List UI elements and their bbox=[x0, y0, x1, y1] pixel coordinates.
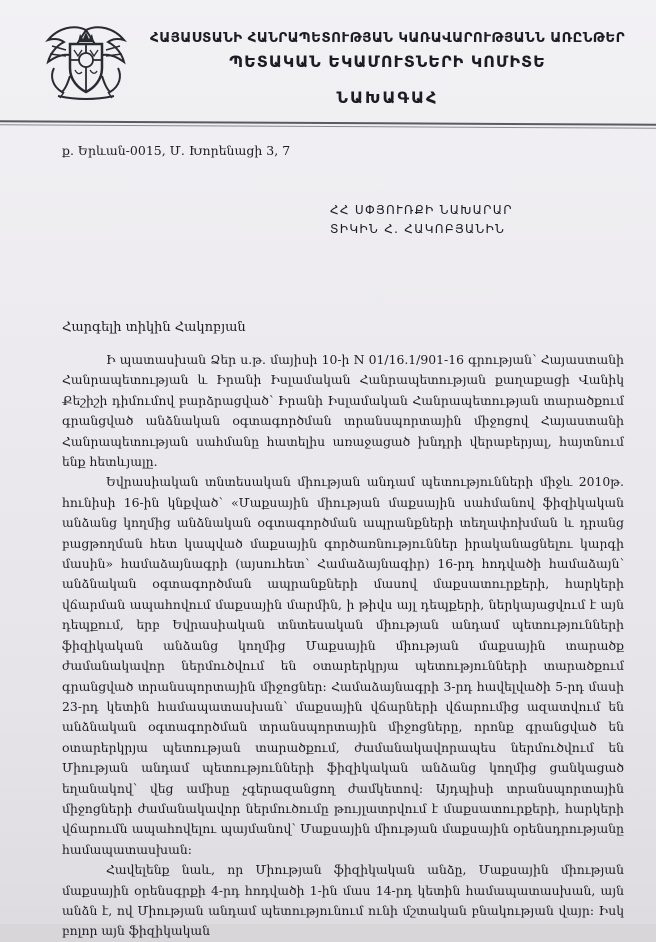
organization-title: ՆԱԽԱԳԱՀ bbox=[336, 88, 439, 107]
paragraph: Ի պատասխան Ձեր ս.թ. մայիսի 10-ի N 01/16.1/901-16 գրության՝ Հայաստանի Հանրապետության և Իրանի Իսլամական Հանրապետության քաղաքացի Վանիկ Քեշիշի դիմումով բարձրացված՝ Իրանի Իսլամական Հանրապետության տարածքում գրանցված անձնական օգտագործման տրանսպորտային միջոցով Հայաստանի Հանրապետության սահմանը հատելիս առաջացած խնդրի վերաբերյալ, հայտնում ենք հետևյալը. bbox=[62, 352, 624, 470]
recipient-line1: ՀՀ ՍՓՅՈՒՌՔԻ ՆԱԽԱՐԱՐ bbox=[330, 203, 513, 217]
letter-body bbox=[62, 350, 624, 942]
sender-address: ք. Երևան-0015, Մ. Խորենացի 3, 7 bbox=[62, 143, 291, 158]
recipient-line2: ՏԻԿԻՆ Հ. ՀԱԿՈԲՅԱՆԻՆ bbox=[330, 222, 506, 236]
salutation: Հարգելի տիկին Հակոբյան bbox=[62, 320, 246, 335]
paragraph: Հավելենք նաև, որ Միության ֆիզիկական անձը, Մաքսային միության մաքսային օրենսգրքի 4-րդ հոդվածի 1-ին մաս 14-րդ կետին համապատասխան, այն անձն է, ով Միության անդամ պետությունում ունի մշտական բնակության վայր: Իսկ բոլոր այն ֆիզիկական bbox=[62, 862, 624, 939]
organization-name-line2: ՊԵՏԱԿԱՆ ԵԿԱՄՈՒՏՆԵՐԻ ԿՈՄԻՏԵ bbox=[229, 52, 546, 71]
organization-name-line1: ՀԱՅԱՍՏԱՆԻ ՀԱՆՐԱՊԵՏՈՒԹՅԱՆ ԿԱՌԱՎԱՐՈՒԹՅԱՆՆ ԱՌԸՆԹԵՐ bbox=[150, 30, 625, 46]
coat-of-arms-icon bbox=[40, 22, 132, 102]
recipient-block bbox=[330, 201, 513, 239]
paragraph: Եվրասիական տնտեսական միության անդամ պետությունների միջև 2010թ. հունիսի 16-ին կնքված՝ «Մաքսային միության մաքսային սահմանով ֆիզիկական անձանց կողմից անձնական օգտագործման ապրանքների տեղափոխման և դրանց բացթողման հետ կապված մաքսային գործառնություններ իրականացնելու կարգի մասին» համաձայնագրի (այսուհետ՝ Համաձայնագիր) 16-րդ հոդվածի համաձայն՝ անձնական օգտագործման ապրանքների մասով մաքսատուրքերի, հարկերի վճարման ապահովում մաքսային մարմին, ի թիվս այլ դեպքերի, ներկայացվում է այն դեպքում, երբ Եվրասիական տնտեսական միության անդամ պետությունների ֆիզիկական անձանց կողմից Մաքսային միության մաքսային տարածք ժամանակավոր ներմուծվում են օտարերկրյա պետությունների տարածքում գրանցված տրանսպորտային միջոցներ: Համաձայնագրի 3-րդ հավելվածի 5-րդ մասի 23-րդ կետին համապատասխան՝ մաքսային վճարների վճարումից ազատվում են անձնական օգտագործման տրանսպորտային միջոցները, որոնք գրանցված են օտարերկրյա պետության տարածքում, ժամանակավորապես ներմուծվում են Միության անդամ պետությունների ֆիզիկական անձանց կողմից ցանկացած եղանակով՝ վեց ամիսը չգերազանցող ժամկետով: Այդպիսի տրանսպորտային միջոցների ժամանակավոր ներմուծումը թույլատրվում է մաքսատուրքերի, հարկերի վճարումն ապահովելու պայմանով՝ Մաքսային միության մաքսային օրենսդրությանը համապատասխան: bbox=[62, 474, 624, 857]
